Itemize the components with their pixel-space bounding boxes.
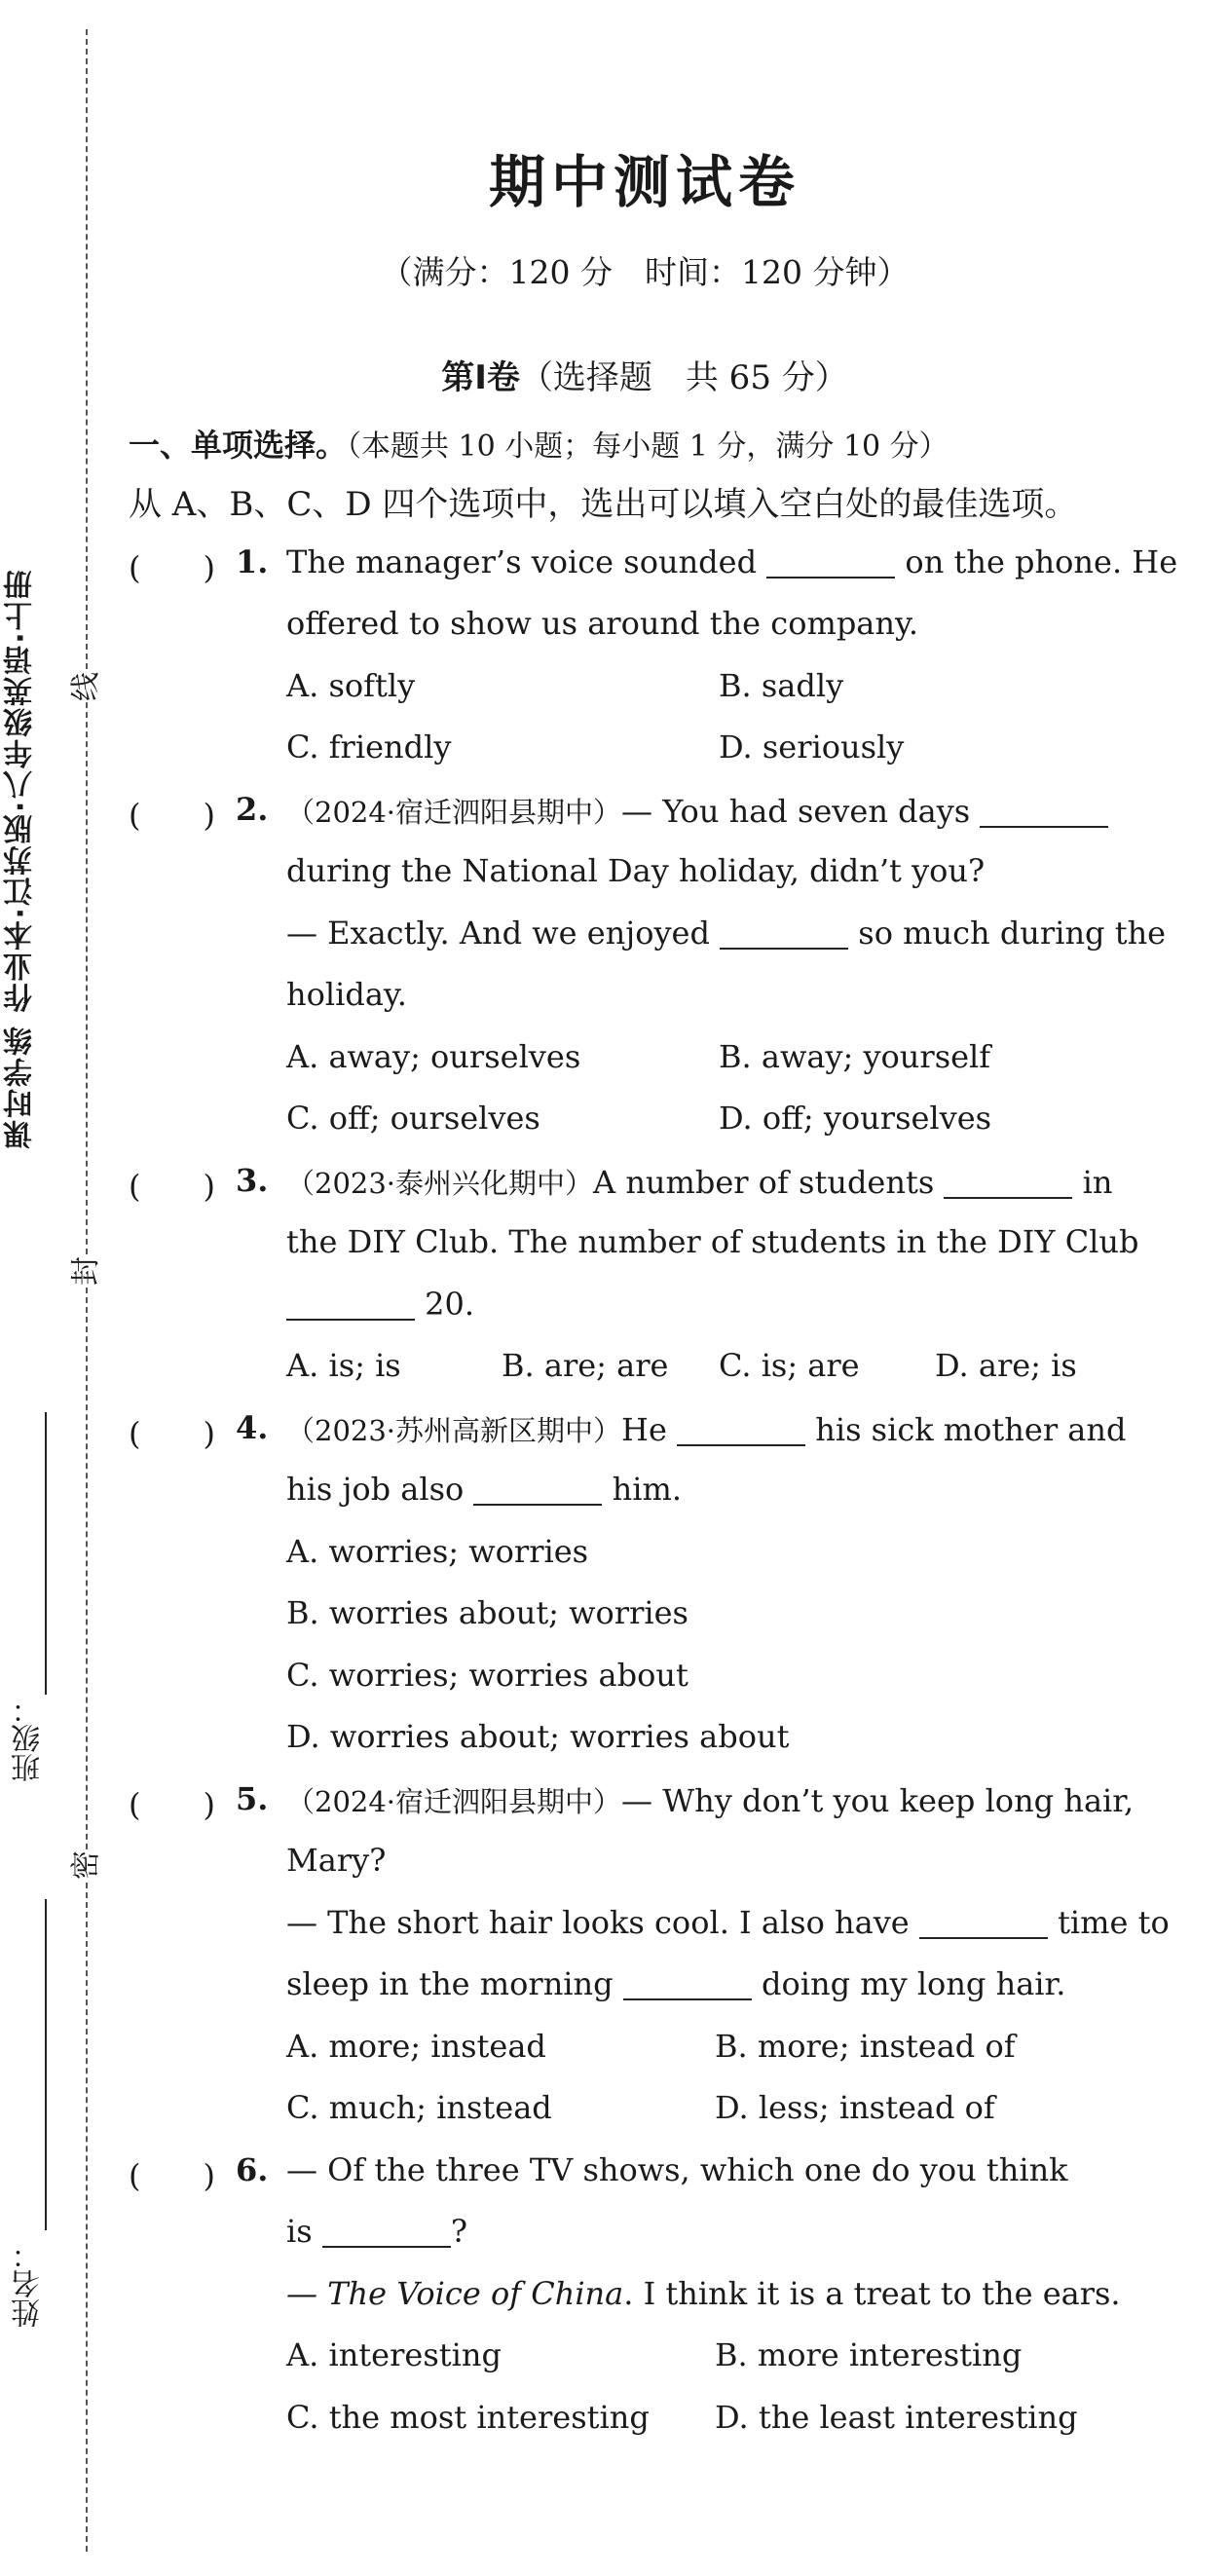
q5-option-a: A. more; instead (286, 2028, 546, 2065)
question-number-3: 3. (236, 1162, 269, 1199)
q3-option-a: A. is; is (286, 1347, 401, 1384)
question-number-6: 6. (236, 2151, 269, 2188)
answer-paren-3[interactable]: ( ) (129, 1168, 215, 1205)
answer-blank (322, 2215, 451, 2248)
question-5-line-1 (286, 1780, 1134, 1820)
q5-text-a: — Why don’t you keep long hair, (621, 1782, 1135, 1819)
binding-dashed-line (86, 29, 88, 2552)
q5-option-b: B. more; instead of (715, 2028, 1016, 2065)
question-5-line-2: Mary? (286, 1842, 387, 1879)
q2-option-c: C. off; ourselves (286, 1100, 540, 1137)
q3-option-b: B. are; are (502, 1347, 669, 1384)
q4-option-b: B. worries about; worries (286, 1594, 688, 1631)
part-label: 第Ⅰ卷 (441, 358, 520, 397)
question-number-2: 2. (236, 791, 269, 828)
question-6-line-1: — Of the three TV shows, which one do you think (286, 2151, 1068, 2188)
q5-text-d: time to (1058, 1904, 1170, 1941)
q1-option-b: B. sadly (719, 667, 844, 704)
q2-text-a: — You had seven days (621, 793, 971, 830)
section-heading (129, 421, 1200, 466)
part-note: （选择题 共 65 分） (519, 358, 848, 397)
binding-margin (0, 0, 103, 2576)
q3-option-d: D. are; is (935, 1347, 1077, 1384)
q1-option-a: A. softly (286, 667, 416, 704)
q6-text-c: . I think it is a treat to the ears. (623, 2275, 1121, 2312)
q2-option-a: A. away; ourselves (286, 1038, 581, 1075)
q5-option-c: C. much; instead (286, 2089, 552, 2126)
side-series-title: 课时学练 作业本·江苏版·八年级英语·上册 (4, 568, 38, 1149)
q3-source: （2023·泰州兴化期中） (286, 1167, 594, 1200)
name-field-line[interactable] (45, 1899, 47, 2230)
q2-source: （2024·宿迁泗阳县期中） (286, 796, 622, 829)
question-3-line-3 (286, 1286, 474, 1323)
answer-blank (766, 545, 895, 579)
section-instruction: 从 A、B、C、D 四个选项中，选出可以填入空白处的最佳选项。 (129, 485, 1078, 524)
part-heading (129, 351, 1161, 398)
q1-text-b: on the phone. He (905, 543, 1178, 580)
q4-text-c: his job also (286, 1471, 465, 1508)
question-4-line-2 (286, 1471, 682, 1508)
q4-source: （2023·苏州高新区期中） (286, 1414, 622, 1447)
class-field-line[interactable] (45, 1412, 47, 1695)
answer-blank (473, 1473, 602, 1506)
question-3-line-2: the DIY Club. The number of students in the DIY Club (286, 1223, 1139, 1260)
q2-text-c: — Exactly. And we enjoyed (286, 915, 710, 952)
class-field-label: 班级： (12, 1695, 46, 1782)
question-2-line-3 (286, 915, 1166, 952)
q3-option-c: C. is; are (719, 1347, 860, 1384)
answer-blank (720, 916, 848, 950)
answer-blank (677, 1413, 805, 1446)
seal-mark-seal: 封 (69, 1256, 103, 1286)
section-note: （本题共 10 小题；每小题 1 分，满分 10 分） (347, 429, 949, 464)
q2-option-b: B. away; yourself (719, 1038, 991, 1075)
q6-option-c: C. the most interesting (286, 2399, 650, 2436)
answer-paren-1[interactable]: ( ) (129, 549, 215, 586)
question-6-line-2 (286, 2213, 467, 2250)
q2-text-d: so much during the (858, 915, 1167, 952)
question-6-line-3 (286, 2275, 1121, 2312)
question-number-4: 4. (236, 1409, 269, 1446)
answer-blank (919, 1906, 1048, 1939)
q4-text-d: him. (612, 1471, 682, 1508)
q6-text-b: ? (450, 2213, 467, 2250)
q6-option-d: D. the least interesting (715, 2399, 1078, 2436)
q5-option-d: D. less; instead of (715, 2089, 995, 2126)
q5-text-c: — The short hair looks cool. I also have (286, 1904, 910, 1941)
exam-subtitle: （满分：120 分 时间：120 分钟） (380, 253, 910, 291)
answer-blank (980, 795, 1108, 828)
question-1-line-1 (286, 543, 1177, 580)
q5-text-f: doing my long hair. (761, 1965, 1066, 2002)
answer-paren-2[interactable]: ( ) (129, 797, 215, 834)
q1-option-d: D. seriously (719, 728, 905, 765)
q6-show-title: — The Voice of China (286, 2275, 624, 2312)
q4-text-a: He (621, 1411, 667, 1448)
question-4-line-1 (286, 1409, 1126, 1449)
name-field-label: 姓名： (12, 2240, 46, 2328)
q4-option-c: C. worries; worries about (286, 1657, 688, 1694)
q3-text-a: A number of students (593, 1164, 935, 1201)
q6-text-a: is (286, 2213, 313, 2250)
q1-option-c: C. friendly (286, 728, 452, 765)
q6-option-a: A. interesting (286, 2336, 502, 2373)
answer-blank (623, 1967, 752, 2000)
question-1-line-2: offered to show us around the company. (286, 605, 918, 642)
q3-text-c: 20. (425, 1286, 475, 1323)
question-number-1: 1. (236, 543, 269, 580)
question-2-line-2: during the National Day holiday, didn’t you? (286, 852, 986, 889)
q4-option-d: D. worries about; worries about (286, 1718, 790, 1755)
q2-option-d: D. off; yourselves (719, 1100, 992, 1137)
answer-paren-6[interactable]: ( ) (129, 2157, 215, 2194)
answer-paren-4[interactable]: ( ) (129, 1415, 215, 1452)
q4-option-a: A. worries; worries (286, 1533, 589, 1570)
answer-blank (286, 1288, 415, 1321)
q3-text-b: in (1082, 1164, 1113, 1201)
answer-paren-5[interactable]: ( ) (129, 1786, 215, 1823)
question-5-line-3 (286, 1904, 1170, 1941)
q5-source: （2024·宿迁泗阳县期中） (286, 1785, 622, 1818)
q1-text-a: The manager’s voice sounded (286, 543, 758, 580)
question-5-line-4 (286, 1965, 1065, 2002)
answer-blank (944, 1166, 1072, 1199)
q6-option-b: B. more interesting (715, 2336, 1023, 2373)
q5-text-e: sleep in the morning (286, 1965, 614, 2002)
q4-text-b: his sick mother and (815, 1411, 1127, 1448)
question-number-5: 5. (236, 1780, 269, 1817)
question-2-line-1 (286, 791, 1108, 831)
page-title: 期中测试卷 (488, 149, 800, 215)
section-title: 一、单项选择。 (129, 427, 348, 464)
question-2-line-4: holiday. (286, 976, 407, 1013)
seal-mark-line: 线 (69, 672, 103, 701)
question-3-line-1 (286, 1162, 1112, 1202)
seal-mark-close: 密 (69, 1850, 103, 1880)
